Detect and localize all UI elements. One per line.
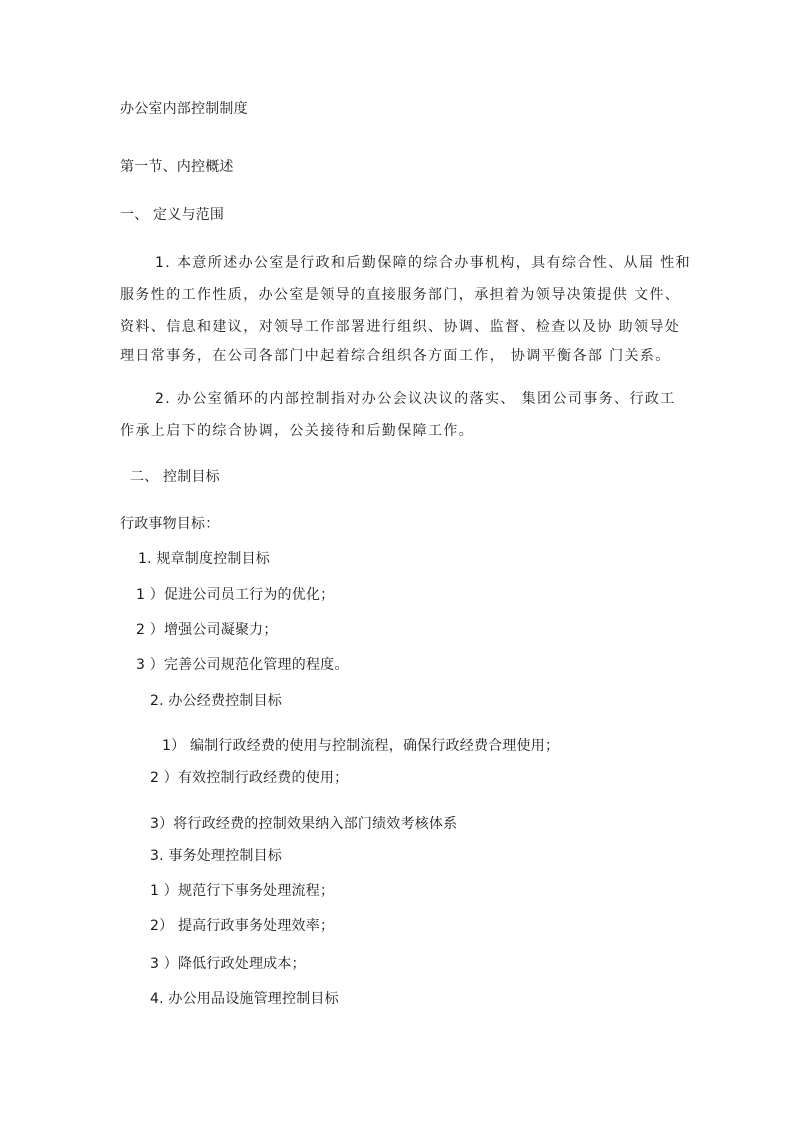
paragraph-line: 2. 办公室循环的内部控制指对办公会议决议的落实、 集团公司事务、行政工 [155,391,676,407]
paragraph-line: 作承上启下的综合协调，公关接待和后勤保障工作。 [120,423,475,439]
list-item: 1 ）促进公司员工行为的优化； [136,587,335,603]
list-item: 3 ）完善公司规范化管理的程度。 [136,657,349,673]
subsection-heading: 二、 控制目标 [130,469,220,485]
list-item: 3）将行政经费的控制效果纳入部门绩效考核体系 [150,816,458,832]
section-heading: 第一节、内控概述 [120,159,234,175]
list-intro: 行政事物目标： [120,516,220,532]
list-item: 1） 编制行政经费的使用与控制流程，确保行政经费合理使用； [162,738,560,754]
goal-heading: 1. 规章制度控制目标 [138,551,271,567]
list-item: 2 ）有效控制行政经费的使用； [150,770,349,786]
list-item: 2 ）增强公司凝聚力； [136,622,278,638]
list-item: 3 ）降低行政处理成本； [150,956,306,972]
paragraph-line: 理日常事务，在公司各部门中起着综合组织各方面工作， 协调平衡各部 门关系。 [120,348,671,364]
goal-heading: 4. 办公用品设施管理控制目标 [150,991,339,1007]
paragraph-line: 1. 本意所述办公室是行政和后勤保障的综合办事机构，具有综合性、从届 性和 [155,255,692,271]
paragraph-line: 服务性的工作性质，办公室是领导的直接服务部门，承担着为领导决策提供 文件、 [120,287,681,303]
goal-heading: 2. 办公经费控制目标 [150,693,283,709]
list-item: 1 ）规范行下事务处理流程； [150,883,335,899]
goal-heading: 3. 事务处理控制目标 [150,848,283,864]
list-item: 2） 提高行政事务处理效率； [150,918,335,934]
subsection-heading: 一、 定义与范围 [120,207,225,223]
paragraph-line: 资料、信息和建议，对领导工作部署进行组织、协调、监督、检查以及协 助领导处 [120,319,681,335]
document-title: 办公室内部控制制度 [120,101,248,117]
